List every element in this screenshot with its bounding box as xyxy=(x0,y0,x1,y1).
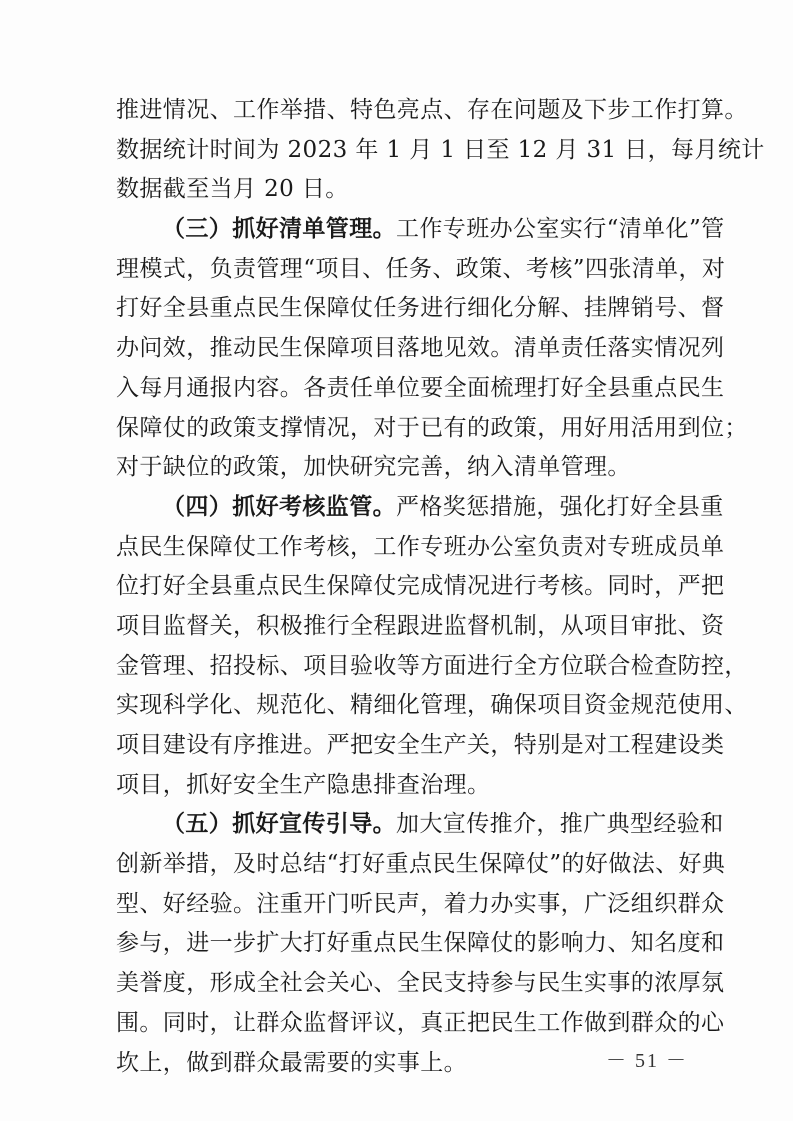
body-line: 美誉度，形成全社会关心、全民支持参与民生实事的浓厚氛 xyxy=(116,970,725,997)
body-line: 项目监督关，积极推行全程跟进监督机制，从项目审批、资 xyxy=(116,612,725,639)
body-line: 保障仗的政策支撑情况，对于已有的政策，用好用活用到位； xyxy=(116,414,748,441)
section-5-first-line xyxy=(116,805,724,845)
body-line: 项目，抓好安全生产隐患排查治理。 xyxy=(116,771,491,798)
body-line: 办问效，推动民生保障项目落地见效。清单责任落实情况列 xyxy=(116,335,725,362)
section-5-first-line-text: 加大宣传推介，推广典型经验和 xyxy=(396,811,724,838)
body-line: 坎上，做到群众最需要的实事上。 xyxy=(116,1049,467,1076)
body-line: 参与，进一步扩大打好重点民生保障仗的影响力、知名度和 xyxy=(116,930,725,957)
body-line: 点民生保障仗工作考核，工作专班办公室负责对专班成员单 xyxy=(116,533,725,560)
document-body xyxy=(116,91,765,1083)
body-line: 对于缺位的政策，加快研究完善，纳入清单管理。 xyxy=(116,454,631,481)
section-5-heading: （五）抓好宣传引导。 xyxy=(162,811,396,838)
body-line: 数据统计时间为 2023 年 1 月 1 日至 12 月 31 日，每月统计 xyxy=(116,136,765,163)
page-number: － 51 － xyxy=(606,1050,688,1072)
body-line: 金管理、招投标、项目验收等方面进行全方位联合检查防控， xyxy=(116,652,748,679)
section-3-first-line xyxy=(116,210,725,250)
body-line: 围。同时，让群众监督评议，真正把民生工作做到群众的心 xyxy=(116,1009,725,1036)
body-line: 理模式，负责管理“项目、任务、政策、考核”四张清单，对 xyxy=(116,255,726,282)
body-line: 数据截至当月 20 日。 xyxy=(116,176,349,203)
body-line: 创新举措，及时总结“打好重点民生保障仗”的好做法、好典 xyxy=(116,851,726,878)
section-4-heading: （四）抓好考核监管。 xyxy=(162,493,396,520)
body-line: 打好全县重点民生保障仗任务进行细化分解、挂牌销号、督 xyxy=(116,295,725,322)
body-line: 实现科学化、规范化、精细化管理，确保项目资金规范使用、 xyxy=(116,692,748,719)
body-line: 推进情况、工作举措、特色亮点、存在问题及下步工作打算。 xyxy=(116,97,748,123)
section-3-first-line-text: 工作专班办公室实行“清单化”管 xyxy=(396,216,725,243)
body-line: 项目建设有序推进。严把安全生产关，特别是对工程建设类 xyxy=(116,732,725,758)
body-line: 型、好经验。注重开门听民声，着力办实事，广泛组织群众 xyxy=(116,890,725,917)
body-line: 位打好全县重点民生保障仗完成情况进行考核。同时，严把 xyxy=(116,573,725,600)
section-4-first-line-text: 严格奖惩措施，强化打好全县重 xyxy=(396,493,724,520)
section-4-first-line xyxy=(116,488,724,528)
body-line: 入每月通报内容。各责任单位要全面梳理打好全县重点民生 xyxy=(116,374,725,401)
section-3-heading: （三）抓好清单管理。 xyxy=(162,216,396,243)
